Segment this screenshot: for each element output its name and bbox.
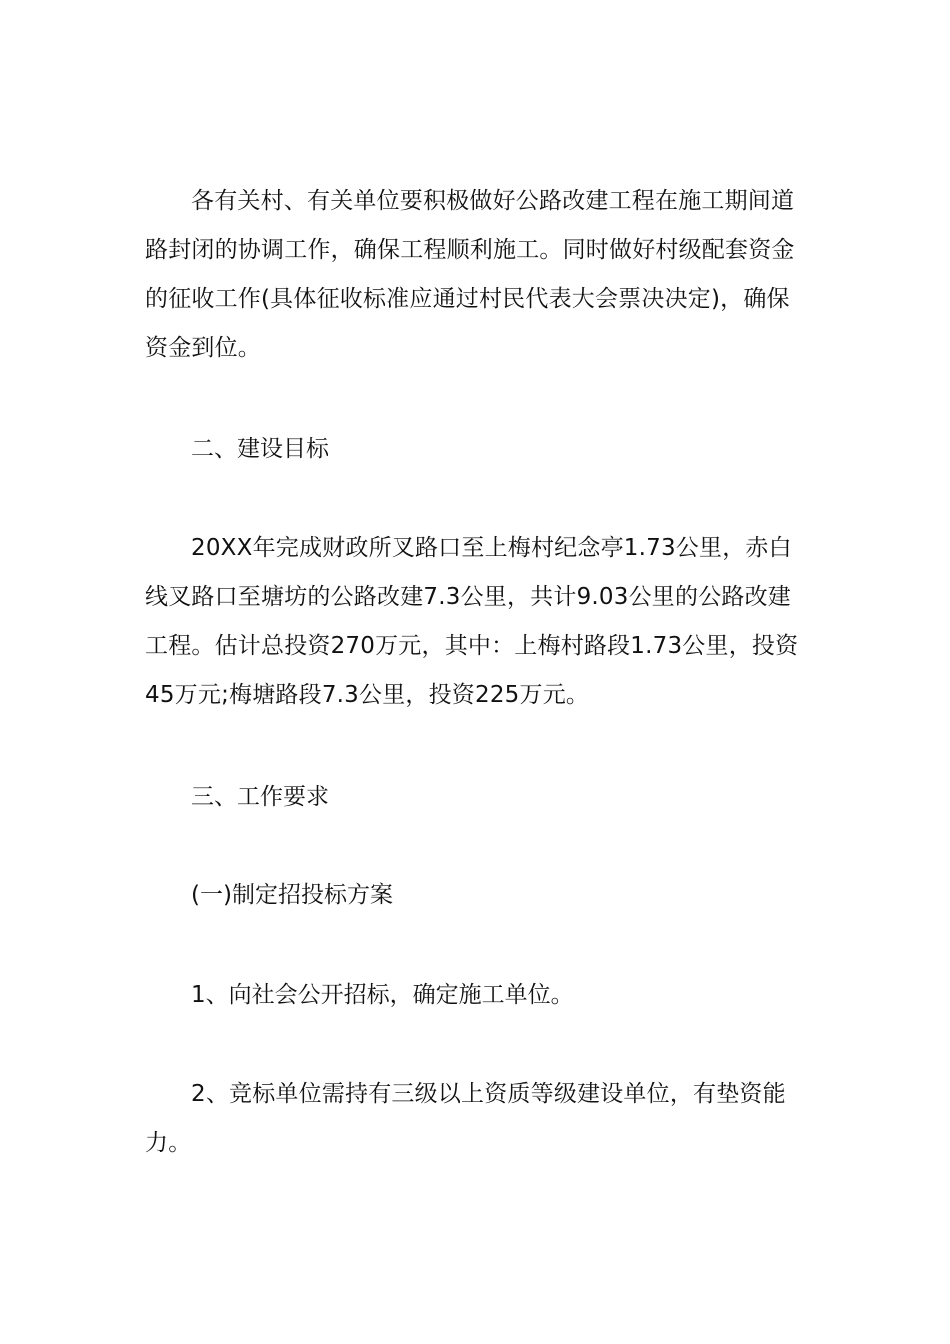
subsection-heading-bidding-plan: (一)制定招投标方案 xyxy=(191,882,393,908)
section-heading-construction-goals: 二、建设目标 xyxy=(191,436,329,462)
list-item-bidder-qualification: 2、竞标单位需持有三级以上资质等级建设单位，有垫资能力。 xyxy=(145,1081,786,1156)
section-heading-work-requirements: 三、工作要求 xyxy=(191,784,329,810)
paragraph-coordination: 各有关村、有关单位要积极做好公路改建工程在施工期间道路封闭的协调工作，确保工程顺利施工。同时做好村级配套资金的征收工作(具体征收标准应通过村民代表大会票决决定)，确保资金到位。 xyxy=(145,188,795,361)
list-item-public-bidding: 1、向社会公开招标，确定施工单位。 xyxy=(191,982,574,1008)
paragraph-construction-goals: 20XX年完成财政所叉路口至上梅村纪念亭1.73公里，赤白线叉路口至塘坊的公路改建7.3公里，共计9.03公里的公路改建工程。估计总投资270万元，其中：上梅村路段1.73公里，投资45万元;梅塘路段7.3公里，投资225万元。 xyxy=(145,535,799,708)
